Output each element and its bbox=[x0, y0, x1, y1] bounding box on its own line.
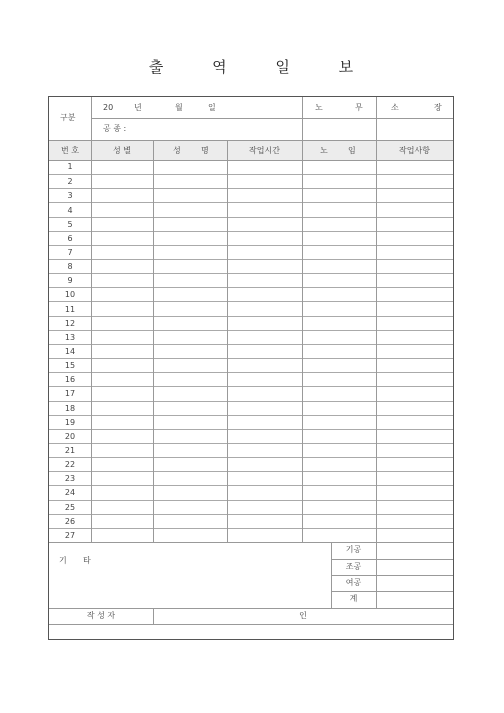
table-row bbox=[49, 429, 453, 443]
table-row bbox=[49, 457, 453, 471]
gubun-label: 구분 bbox=[60, 113, 76, 122]
row-number: 11 bbox=[64, 304, 76, 314]
date-month-label: 월 bbox=[175, 103, 183, 112]
row-number: 9 bbox=[67, 276, 73, 286]
table-row bbox=[49, 358, 453, 372]
page-title: 출 역 일 보 bbox=[148, 58, 376, 76]
table-row bbox=[49, 528, 453, 542]
table-row bbox=[49, 485, 453, 499]
column-divider bbox=[153, 141, 154, 542]
table-row bbox=[49, 330, 453, 344]
daily-attendance-form bbox=[48, 96, 454, 640]
remarks-label-1: 기 bbox=[59, 556, 67, 565]
table-row bbox=[49, 316, 453, 330]
row-number: 18 bbox=[64, 403, 76, 413]
office-divider-left bbox=[302, 97, 303, 140]
work-type-label: 공 종 : bbox=[103, 124, 127, 133]
row-number: 22 bbox=[64, 460, 76, 470]
column-divider bbox=[376, 141, 377, 542]
data-rows bbox=[49, 160, 453, 542]
row-number: 23 bbox=[64, 474, 76, 484]
column-divider bbox=[227, 141, 228, 542]
row-number: 14 bbox=[64, 346, 76, 356]
table-row bbox=[49, 372, 453, 386]
office-label-2: 무 bbox=[355, 103, 363, 112]
office-label-3: 소 bbox=[391, 103, 399, 112]
table-row bbox=[49, 160, 453, 174]
row-number: 1 bbox=[67, 162, 73, 172]
table-row bbox=[49, 188, 453, 202]
table-row bbox=[49, 401, 453, 415]
table-row bbox=[49, 301, 453, 315]
summary-skilled: 기공 bbox=[345, 545, 362, 554]
office-label-1: 노 bbox=[315, 103, 323, 112]
row-number: 7 bbox=[67, 247, 73, 257]
table-row bbox=[49, 174, 453, 188]
office-label-4: 장 bbox=[434, 103, 442, 112]
table-row bbox=[49, 245, 453, 259]
table-row bbox=[49, 259, 453, 273]
remarks-label-2: 타 bbox=[83, 556, 91, 565]
row-number: 17 bbox=[64, 389, 76, 399]
row-number: 16 bbox=[64, 375, 76, 385]
row-number: 19 bbox=[64, 417, 76, 427]
table-row bbox=[49, 500, 453, 514]
table-row bbox=[49, 231, 453, 245]
col-work-details: 작업사항 bbox=[399, 146, 430, 155]
row-number: 12 bbox=[64, 318, 76, 328]
footer-bottom-line bbox=[49, 624, 453, 625]
row-number: 5 bbox=[67, 219, 73, 229]
col-wage-2: 임 bbox=[348, 146, 356, 155]
row-number: 26 bbox=[64, 516, 76, 526]
row-number: 2 bbox=[67, 177, 73, 187]
gubun-divider bbox=[91, 97, 92, 140]
column-divider bbox=[302, 141, 303, 542]
col-number: 번 호 bbox=[61, 146, 79, 155]
table-row bbox=[49, 344, 453, 358]
row-number: 6 bbox=[67, 233, 73, 243]
office-divider-right bbox=[376, 97, 377, 140]
summary-helper: 조공 bbox=[345, 562, 362, 571]
table-row bbox=[49, 273, 453, 287]
table-row bbox=[49, 386, 453, 400]
col-work-hours: 작업시간 bbox=[249, 146, 280, 155]
date-day-label: 일 bbox=[208, 103, 216, 112]
row-number: 24 bbox=[64, 488, 76, 498]
col-name-1: 성 bbox=[173, 146, 181, 155]
remarks-top-line bbox=[49, 542, 453, 543]
row-number: 4 bbox=[67, 205, 73, 215]
row-number: 21 bbox=[64, 446, 76, 456]
header-divider bbox=[91, 118, 453, 119]
summary-line bbox=[331, 575, 453, 576]
date-year-prefix: 20 bbox=[103, 103, 114, 112]
row-number: 27 bbox=[64, 530, 76, 540]
col-name-2: 명 bbox=[201, 146, 209, 155]
author-label: 작 성 자 bbox=[86, 611, 116, 620]
row-number: 20 bbox=[64, 431, 76, 441]
row-number: 25 bbox=[64, 502, 76, 512]
table-row bbox=[49, 217, 453, 231]
summary-total: 계 bbox=[349, 594, 358, 603]
col-gender: 성 별 bbox=[113, 146, 131, 155]
row-number: 3 bbox=[67, 191, 73, 201]
table-row bbox=[49, 443, 453, 457]
row-number: 13 bbox=[64, 332, 76, 342]
table-row bbox=[49, 471, 453, 485]
table-row bbox=[49, 514, 453, 528]
table-row bbox=[49, 415, 453, 429]
summary-female: 여공 bbox=[345, 578, 362, 587]
seal-label: 인 bbox=[299, 611, 307, 620]
footer-top-line bbox=[49, 608, 453, 609]
summary-line bbox=[331, 559, 453, 560]
col-wage-1: 노 bbox=[320, 146, 328, 155]
summary-line bbox=[331, 591, 453, 592]
column-divider bbox=[91, 141, 92, 542]
row-number: 15 bbox=[64, 361, 76, 371]
table-row bbox=[49, 202, 453, 216]
table-row bbox=[49, 287, 453, 301]
row-number: 8 bbox=[67, 262, 73, 272]
row-number: 10 bbox=[64, 290, 76, 300]
date-year-label: 년 bbox=[134, 103, 142, 112]
